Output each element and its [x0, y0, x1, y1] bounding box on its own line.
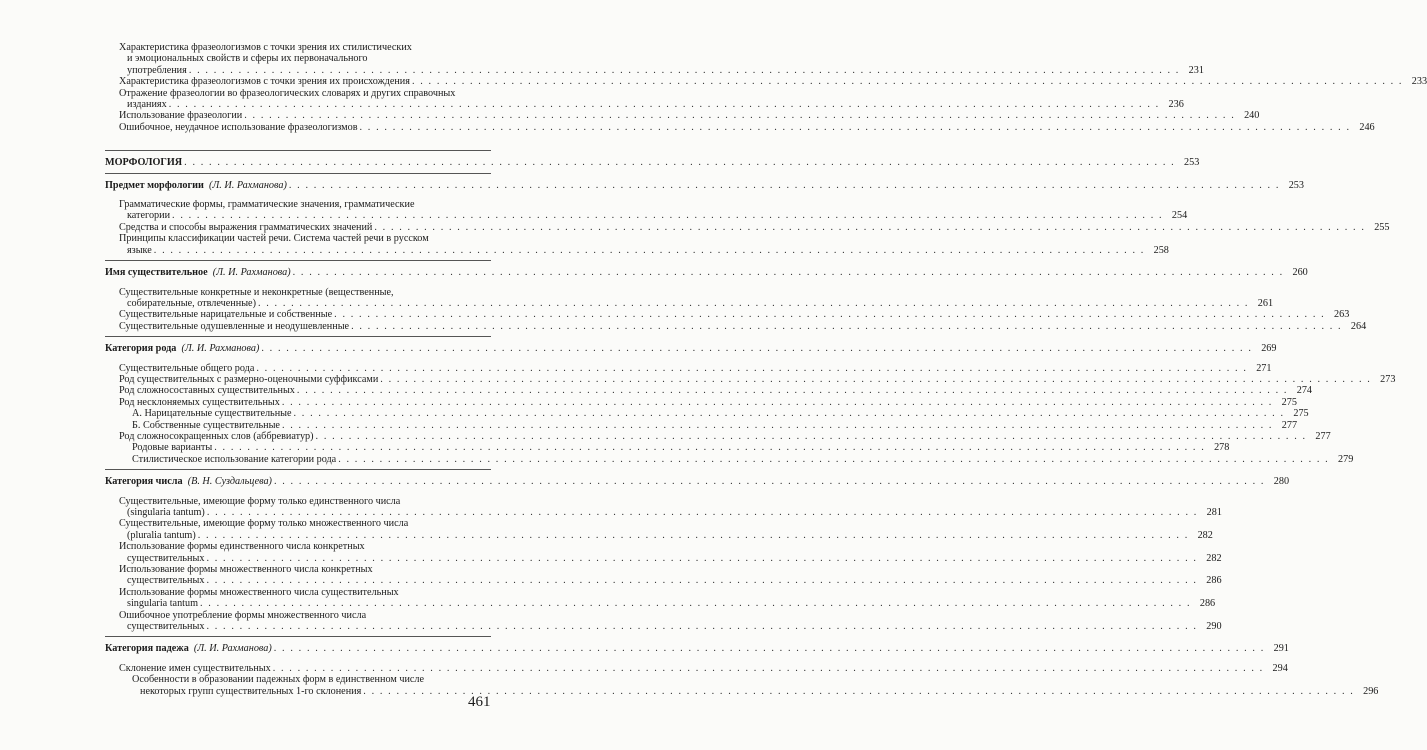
dot-leader: . . . . . . . . . . . . . . . . . . . . . . . . . . . . . . . . . . . . . . . . . . . . . . . . . . . . . . . . . . . . . . . . . . . . . . . . . . . . . . . . . . . . . . . . . . . . . . . . . . . . . . . . . . . . . . . . . . . . . . . . [206, 621, 1198, 633]
toc-page-number: 282 [1197, 529, 1213, 541]
dot-leader: . . . . . . . . . . . . . . . . . . . . . . . . . . . . . . . . . . . . . . . . . . . . . . . . . . . . . . . . . . . . . . . . . . . . . . . . . . . . . . . . . . . . . . . . . . . . . . . . . . . . . . . . . . . . . . . . . . . . . . . . [256, 362, 1248, 374]
toc-entry-row [105, 362, 1272, 374]
toc-entry-text: Грамматические формы, грамматические значения, грамматические [119, 199, 415, 211]
dot-leader: . . . . . . . . . . . . . . . . . . . . . . . . . . . . . . . . . . . . . . . . . . . . . . . . . . . . . . . . . . . . . . . . . . . . . . . . . . . . . . . . . . . . . . . . . . . . . . . . . . . . . . . . . . . . . . . . . . . . . . . . [281, 419, 1274, 431]
toc-entry-text: Родовые варианты [132, 442, 213, 454]
toc-entry[interactable] [105, 442, 1230, 454]
toc-entry[interactable] [105, 453, 1354, 465]
toc-entry[interactable] [105, 221, 1390, 233]
toc-entry-text: Принципы классификации частей речи. Система частей речи в русском [119, 233, 429, 245]
section-author: (В. Н. Суздальцева) [187, 476, 272, 488]
toc-page-number: 280 [1273, 476, 1290, 488]
dot-leader: . . . . . . . . . . . . . . . . . . . . . . . . . . . . . . . . . . . . . . . . . . . . . . . . . . . . . . . . . . . . . . . . . . . . . . . . . . . . . . . . . . . . . . . . . . . . . . . . . . . . . . . . . . . . . . . . . . . . . . . . [244, 110, 1236, 122]
dot-leader: . . . . . . . . . . . . . . . . . . . . . . . . . . . . . . . . . . . . . . . . . . . . . . . . . . . . . . . . . . . . . . . . . . . . . . . . . . . . . . . . . . . . . . . . . . . . . . . . . . . . . . . . . . . . . . . . . . . . . . . . [334, 309, 1326, 321]
toc-entry[interactable] [105, 110, 1260, 122]
dot-leader: . . . . . . . . . . . . . . . . . . . . . . . . . . . . . . . . . . . . . . . . . . . . . . . . . . . . . . . . . . . . . . . . . . . . . . . . . . . . . . . . . . . . . . . . . . . . . . . . . . . . . . . . . . . . . . . . . . . . . . . . [292, 267, 1284, 279]
section-author: (Л. И. Рахманова) [193, 643, 272, 655]
toc-entry-text: Существительные конкретные и неконкретные (вещественные, [119, 286, 394, 298]
toc-entry-row [105, 529, 1213, 541]
toc-entry-text: Ошибочное употребление формы множественного числа [119, 609, 367, 621]
toc-page-number: 281 [1206, 507, 1222, 518]
dot-leader: . . . . . . . . . . . . . . . . . . . . . . . . . . . . . . . . . . . . . . . . . . . . . . . . . . . . . . . . . . . . . . . . . . . . . . . . . . . . . . . . . . . . . . . . . . . . . . . . . . . . . . . . . . . . . . . . . . . . . . . . [206, 575, 1198, 587]
toc-entry-row [105, 297, 1274, 309]
toc-entry-row [105, 430, 1331, 442]
toc-page-number: 275 [1281, 396, 1297, 408]
toc-entry[interactable] [105, 408, 1309, 420]
toc-entry-text: собирательные, отвлеченные) [127, 297, 256, 309]
toc-entry-text: Род сложносокращенных слов (аббревиатур) [119, 430, 314, 442]
dot-leader: . . . . . . . . . . . . . . . . . . . . . . . . . . . . . . . . . . . . . . . . . . . . . . . . . . . . . . . . . . . . . . . . . . . . . . . . . . . . . . . . . . . . . . . . . . . . . . . . . . . . . . . . . . . . . . . . . . . . . . . . [374, 221, 1366, 233]
section-divider [105, 173, 491, 174]
section-title [105, 476, 272, 487]
toc-entry[interactable] [105, 121, 1375, 133]
toc-entry-row [105, 442, 1230, 454]
section-heading[interactable] [105, 476, 1290, 488]
section-author: (Л. И. Рахманова) [208, 179, 287, 191]
toc-entry-text: (pluralia tantum) [127, 529, 196, 541]
toc-entry[interactable] [105, 430, 1331, 442]
toc-entry-row [105, 244, 1169, 256]
section-heading[interactable] [105, 643, 1289, 655]
toc-entry-row [105, 662, 1288, 674]
toc-entry-text: Использование формы множественного числа конкретных [119, 564, 373, 576]
section-heading[interactable] [105, 267, 1308, 279]
section-title [105, 267, 291, 278]
toc-entry-text: категории [127, 210, 171, 222]
toc-entry-row [105, 64, 1204, 76]
toc-page-number: 231 [1188, 64, 1204, 76]
toc-page-number: 246 [1359, 121, 1375, 133]
toc-page-number: 279 [1338, 453, 1354, 465]
toc-entry-text: Склонение имен существительных [119, 662, 271, 674]
toc-page-number: 236 [1168, 99, 1184, 111]
toc-page-number: 253 [1184, 157, 1200, 169]
toc-page-number: 294 [1272, 662, 1288, 674]
toc-entry-text: Существительные одушевленные и неодушевленные [119, 320, 350, 332]
section-title [105, 180, 287, 191]
toc-entry-row [105, 76, 1427, 88]
dot-leader: . . . . . . . . . . . . . . . . . . . . . . . . . . . . . . . . . . . . . . . . . . . . . . . . . . . . . . . . . . . . . . . . . . . . . . . . . . . . . . . . . . . . . . . . . . . . . . . . . . . . . . . . . . . . . . . . . . . . . . . . [273, 643, 1265, 655]
dot-leader: . . . . . . . . . . . . . . . . . . . . . . . . . . . . . . . . . . . . . . . . . . . . . . . . . . . . . . . . . . . . . . . . . . . . . . . . . . . . . . . . . . . . . . . . . . . . . . . . . . . . . . . . . . . . . . . . . . . . . . . . [281, 396, 1273, 408]
toc-entry-text: изданиях [127, 99, 167, 111]
toc-entry-row [105, 210, 1188, 222]
toc-entry-row [105, 408, 1309, 420]
dot-leader: . . . . . . . . . . . . . . . . . . . . . . . . . . . . . . . . . . . . . . . . . . . . . . . . . . . . . . . . . . . . . . . . . . . . . . . . . . . . . . . . . . . . . . . . . . . . . . . . . . . . . . . . . . . . . . . . . . . . . . . . [351, 320, 1343, 332]
toc-entry[interactable] [105, 76, 1427, 88]
toc-entry-text: Существительные, имеющие форму только единственного числа [119, 495, 401, 507]
toc-page-number: 274 [1296, 385, 1313, 397]
toc-page-number: 269 [1261, 343, 1277, 355]
toc-page-number: 233 [1411, 76, 1427, 88]
toc-entry[interactable] [105, 385, 1313, 397]
toc-entry-row [105, 621, 1222, 633]
toc-entry[interactable] [105, 495, 1222, 519]
toc-entry-row [105, 121, 1375, 133]
toc-page-number: 291 [1273, 643, 1289, 655]
toc-entry-text: Характеристика фразеологизмов с точки зрения их происхождения [119, 76, 410, 88]
toc-entry-text: Использование формы единственного числа конкретных [119, 541, 365, 553]
chapter-title: МОРФОЛОГИЯ [105, 157, 183, 169]
toc-entry-row [105, 110, 1260, 122]
toc-entry-row [105, 396, 1297, 408]
toc-page-number: 271 [1256, 362, 1272, 374]
toc-page-number: 278 [1214, 442, 1230, 454]
toc-entry[interactable] [105, 362, 1272, 374]
section-author: (Л. И. Рахманова) [181, 343, 260, 355]
toc-page-number: 258 [1153, 244, 1169, 256]
toc-entry-text: Средства и способы выражения грамматических значений [119, 221, 373, 233]
toc-entry-row [105, 575, 1222, 587]
dot-leader: . . . . . . . . . . . . . . . . . . . . . . . . . . . . . . . . . . . . . . . . . . . . . . . . . . . . . . . . . . . . . . . . . . . . . . . . . . . . . . . . . . . . . . . . . . . . . . . . . . . . . . . . . . . . . . . . . . . . . . . . [206, 507, 1198, 518]
toc-entry[interactable] [105, 564, 1222, 587]
dot-leader: . . . . . . . . . . . . . . . . . . . . . . . . . . . . . . . . . . . . . . . . . . . . . . . . . . . . . . . . . . . . . . . . . . . . . . . . . . . . . . . . . . . . . . . . . . . . . . . . . . . . . . . . . . . . . . . . . . . . . . . . [272, 662, 1264, 674]
toc-entry-text: А. Нарицательные существительные [132, 408, 292, 420]
toc-entry-text: Существительные нарицательные и собственные [119, 309, 333, 321]
toc-entry-row [105, 373, 1396, 385]
toc-entry[interactable] [105, 396, 1297, 408]
toc-page-number: 282 [1206, 552, 1222, 564]
toc-entry-text: существительных [127, 552, 205, 564]
toc-page-number: 277 [1315, 430, 1331, 442]
dot-leader: . . . . . . . . . . . . . . . . . . . . . . . . . . . . . . . . . . . . . . . . . . . . . . . . . . . . . . . . . . . . . . . . . . . . . . . . . . . . . . . . . . . . . . . . . . . . . . . . . . . . . . . . . . . . . . . . . . . . . . . . [359, 121, 1351, 133]
section-title [105, 643, 272, 654]
dot-leader: . . . . . . . . . . . . . . . . . . . . . . . . . . . . . . . . . . . . . . . . . . . . . . . . . . . . . . . . . . . . . . . . . . . . . . . . . . . . . . . . . . . . . . . . . . . . . . . . . . . . . . . . . . . . . . . . . . . . . . . . [153, 244, 1145, 256]
dot-leader: . . . . . . . . . . . . . . . . . . . . . . . . . . . . . . . . . . . . . . . . . . . . . . . . . . . . . . . . . . . . . . . . . . . . . . . . . . . . . . . . . . . . . . . . . . . . . . . . . . . . . . . . . . . . . . . . . . . . . . . . [188, 64, 1180, 76]
toc-entry[interactable] [105, 419, 1298, 431]
toc-entry[interactable] [105, 373, 1396, 385]
section-name: Предмет морфологии [105, 179, 204, 191]
dot-leader: . . . . . . . . . . . . . . . . . . . . . . . . . . . . . . . . . . . . . . . . . . . . . . . . . . . . . . . . . . . . . . . . . . . . . . . . . . . . . . . . . . . . . . . . . . . . . . . . . . . . . . . . . . . . . . . . . . . . . . . . [273, 476, 1266, 488]
toc-entry-row [105, 453, 1354, 465]
dot-leader: . . . . . . . . . . . . . . . . . . . . . . . . . . . . . . . . . . . . . . . . . . . . . . . . . . . . . . . . . . . . . . . . . . . . . . . . . . . . . . . . . . . . . . . . . . . . . . . . . . . . . . . . . . . . . . . . . . . . . . . . [363, 685, 1355, 697]
toc-entry-text: языке [127, 244, 152, 256]
toc-entry-text: употребления [127, 64, 187, 76]
dot-leader: . . . . . . . . . . . . . . . . . . . . . . . . . . . . . . . . . . . . . . . . . . . . . . . . . . . . . . . . . . . . . . . . . . . . . . . . . . . . . . . . . . . . . . . . . . . . . . . . . . . . . . . . . . . . . . . . . . . . . . . . [261, 343, 1253, 355]
dot-leader: . . . . . . . . . . . . . . . . . . . . . . . . . . . . . . . . . . . . . . . . . . . . . . . . . . . . . . . . . . . . . . . . . . . . . . . . . . . . . . . . . . . . . . . . . . . . . . . . . . . . . . . . . . . . . . . . . . . . . . . . [296, 385, 1289, 397]
section-name: Имя существительное [105, 267, 208, 279]
page-number: 461 [468, 694, 491, 710]
toc-entry-text: существительных [127, 575, 205, 587]
toc-entry-row [105, 552, 1222, 564]
toc-entry[interactable] [105, 662, 1288, 674]
dot-leader: . . . . . . . . . . . . . . . . . . . . . . . . . . . . . . . . . . . . . . . . . . . . . . . . . . . . . . . . . . . . . . . . . . . . . . . . . . . . . . . . . . . . . . . . . . . . . . . . . . . . . . . . . . . . . . . . . . . . . . . . [184, 157, 1176, 169]
dot-leader: . . . . . . . . . . . . . . . . . . . . . . . . . . . . . . . . . . . . . . . . . . . . . . . . . . . . . . . . . . . . . . . . . . . . . . . . . . . . . . . . . . . . . . . . . . . . . . . . . . . . . . . . . . . . . . . . . . . . . . . . [315, 430, 1307, 442]
section-name: Категория числа [105, 476, 183, 488]
toc-entry-text: существительных [127, 621, 205, 633]
toc-page-number: 261 [1257, 297, 1274, 309]
toc-entry[interactable] [105, 199, 1188, 222]
toc-page-number: 255 [1374, 221, 1390, 233]
dot-leader: . . . . . . . . . . . . . . . . . . . . . . . . . . . . . . . . . . . . . . . . . . . . . . . . . . . . . . . . . . . . . . . . . . . . . . . . . . . . . . . . . . . . . . . . . . . . . . . . . . . . . . . . . . . . . . . . . . . . . . . . [380, 373, 1372, 385]
table-of-contents [105, 42, 1427, 697]
toc-entry-text: Род сложносоставных существительных [119, 385, 295, 397]
toc-page-number: 263 [1334, 309, 1350, 321]
dot-leader: . . . . . . . . . . . . . . . . . . . . . . . . . . . . . . . . . . . . . . . . . . . . . . . . . . . . . . . . . . . . . . . . . . . . . . . . . . . . . . . . . . . . . . . . . . . . . . . . . . . . . . . . . . . . . . . . . . . . . . . . [172, 210, 1164, 222]
toc-entry-text: Род несклоняемых существительных [119, 396, 280, 408]
toc-entry-text: некоторых групп существительных 1-го склонения [140, 685, 362, 697]
toc-entry[interactable] [105, 309, 1350, 321]
toc-entry-text: Отражение фразеологии во фразеологических словарях и других справочных [119, 87, 456, 99]
toc-entry[interactable] [105, 87, 1184, 111]
dot-leader: . . . . . . . . . . . . . . . . . . . . . . . . . . . . . . . . . . . . . . . . . . . . . . . . . . . . . . . . . . . . . . . . . . . . . . . . . . . . . . . . . . . . . . . . . . . . . . . . . . . . . . . . . . . . . . . . . . . . . . . . [257, 297, 1250, 309]
toc-entry[interactable] [105, 42, 1204, 76]
dot-leader: . . . . . . . . . . . . . . . . . . . . . . . . . . . . . . . . . . . . . . . . . . . . . . . . . . . . . . . . . . . . . . . . . . . . . . . . . . . . . . . . . . . . . . . . . . . . . . . . . . . . . . . . . . . . . . . . . . . . . . . . [214, 442, 1206, 454]
dot-leader: . . . . . . . . . . . . . . . . . . . . . . . . . . . . . . . . . . . . . . . . . . . . . . . . . . . . . . . . . . . . . . . . . . . . . . . . . . . . . . . . . . . . . . . . . . . . . . . . . . . . . . . . . . . . . . . . . . . . . . . . [338, 453, 1330, 465]
section-divider [105, 636, 491, 637]
dot-leader: . . . . . . . . . . . . . . . . . . . . . . . . . . . . . . . . . . . . . . . . . . . . . . . . . . . . . . . . . . . . . . . . . . . . . . . . . . . . . . . . . . . . . . . . . . . . . . . . . . . . . . . . . . . . . . . . . . . . . . . . [411, 76, 1404, 88]
section-name: Категория рода [105, 343, 177, 355]
section-divider [105, 260, 491, 261]
toc-page-number: 290 [1206, 621, 1222, 633]
dot-leader: . . . . . . . . . . . . . . . . . . . . . . . . . . . . . . . . . . . . . . . . . . . . . . . . . . . . . . . . . . . . . . . . . . . . . . . . . . . . . . . . . . . . . . . . . . . . . . . . . . . . . . . . . . . . . . . . . . . . . . . . [197, 529, 1189, 541]
toc-entry-text: (singularia tantum) [127, 507, 205, 518]
section-divider [105, 469, 491, 470]
dot-leader: . . . . . . . . . . . . . . . . . . . . . . . . . . . . . . . . . . . . . . . . . . . . . . . . . . . . . . . . . . . . . . . . . . . . . . . . . . . . . . . . . . . . . . . . . . . . . . . . . . . . . . . . . . . . . . . . . . . . . . . . [200, 598, 1192, 610]
toc-page-number: 277 [1281, 419, 1298, 431]
toc-entry-text: Б. Собственные существительные [132, 419, 280, 431]
toc-page-number: 254 [1171, 210, 1188, 222]
toc-entry[interactable] [105, 518, 1213, 541]
toc-entry-row [105, 99, 1184, 111]
toc-entry-text: и эмоциональных свойств и сферы их первоначального [127, 53, 368, 65]
toc-entry[interactable] [105, 286, 1274, 310]
toc-entry-text: Использование формы множественного числа существительных [119, 586, 399, 598]
dot-leader: . . . . . . . . . . . . . . . . . . . . . . . . . . . . . . . . . . . . . . . . . . . . . . . . . . . . . . . . . . . . . . . . . . . . . . . . . . . . . . . . . . . . . . . . . . . . . . . . . . . . . . . . . . . . . . . . . . . . . . . . [293, 408, 1285, 420]
section-divider [105, 336, 491, 337]
toc-page-number: 273 [1380, 373, 1396, 385]
toc-entry[interactable] [105, 233, 1169, 256]
morphology-heading[interactable] [105, 157, 1200, 169]
toc-page-number: 253 [1288, 179, 1304, 191]
toc-entry-row [105, 385, 1313, 397]
toc-entry-row [105, 320, 1367, 332]
toc-page-number: 275 [1293, 408, 1309, 420]
dot-leader: . . . . . . . . . . . . . . . . . . . . . . . . . . . . . . . . . . . . . . . . . . . . . . . . . . . . . . . . . . . . . . . . . . . . . . . . . . . . . . . . . . . . . . . . . . . . . . . . . . . . . . . . . . . . . . . . . . . . . . . . [168, 99, 1160, 111]
section-author: (Л. И. Рахманова) [212, 267, 291, 279]
toc-page-number: 260 [1292, 267, 1308, 279]
dot-leader: . . . . . . . . . . . . . . . . . . . . . . . . . . . . . . . . . . . . . . . . . . . . . . . . . . . . . . . . . . . . . . . . . . . . . . . . . . . . . . . . . . . . . . . . . . . . . . . . . . . . . . . . . . . . . . . . . . . . . . . . [206, 552, 1198, 564]
toc-entry-text: Особенности в образовании падежных форм в единственном числе [132, 674, 425, 686]
section-heading[interactable] [105, 179, 1304, 191]
toc-entry-text: Ошибочное, неудачное использование фразеологизмов [119, 121, 358, 133]
toc-entry-text: Стилистическое использование категории рода [132, 453, 337, 465]
toc-entry-row [105, 419, 1298, 431]
dot-leader: . . . . . . . . . . . . . . . . . . . . . . . . . . . . . . . . . . . . . . . . . . . . . . . . . . . . . . . . . . . . . . . . . . . . . . . . . . . . . . . . . . . . . . . . . . . . . . . . . . . . . . . . . . . . . . . . . . . . . . . . [288, 179, 1280, 191]
toc-entry-text: Использование фразеологии [119, 110, 243, 122]
toc-entry-text: Существительные, имеющие форму только множественного числа [119, 518, 409, 530]
toc-entry-row [105, 685, 1379, 697]
toc-entry-row [105, 598, 1216, 610]
toc-page-number: 264 [1350, 320, 1367, 332]
toc-entry[interactable] [105, 609, 1222, 633]
toc-entry-row [105, 309, 1350, 321]
toc-page-number: 240 [1244, 110, 1260, 122]
section-divider [105, 150, 491, 151]
toc-entry[interactable] [105, 541, 1222, 564]
toc-entry[interactable] [105, 320, 1367, 332]
toc-entry-row [105, 221, 1390, 233]
toc-entry-row [105, 507, 1222, 518]
toc-entry-text: Характеристика фразеологизмов с точки зрения их стилистических [119, 42, 412, 53]
toc-entry[interactable] [105, 674, 1379, 697]
toc-page-number: 286 [1206, 575, 1222, 587]
section-heading[interactable] [105, 343, 1277, 355]
toc-entry-text: Род существительных с размерно-оценочными суффиксами [119, 373, 379, 385]
toc-page-number: 296 [1363, 685, 1379, 697]
toc-entry-text: singularia tantum [127, 598, 199, 610]
toc-page-number: 286 [1199, 598, 1216, 610]
section-name: Категория падежа [105, 643, 189, 655]
section-title [105, 343, 259, 354]
toc-entry-text: Существительные общего рода [119, 362, 255, 374]
toc-entry[interactable] [105, 586, 1216, 610]
